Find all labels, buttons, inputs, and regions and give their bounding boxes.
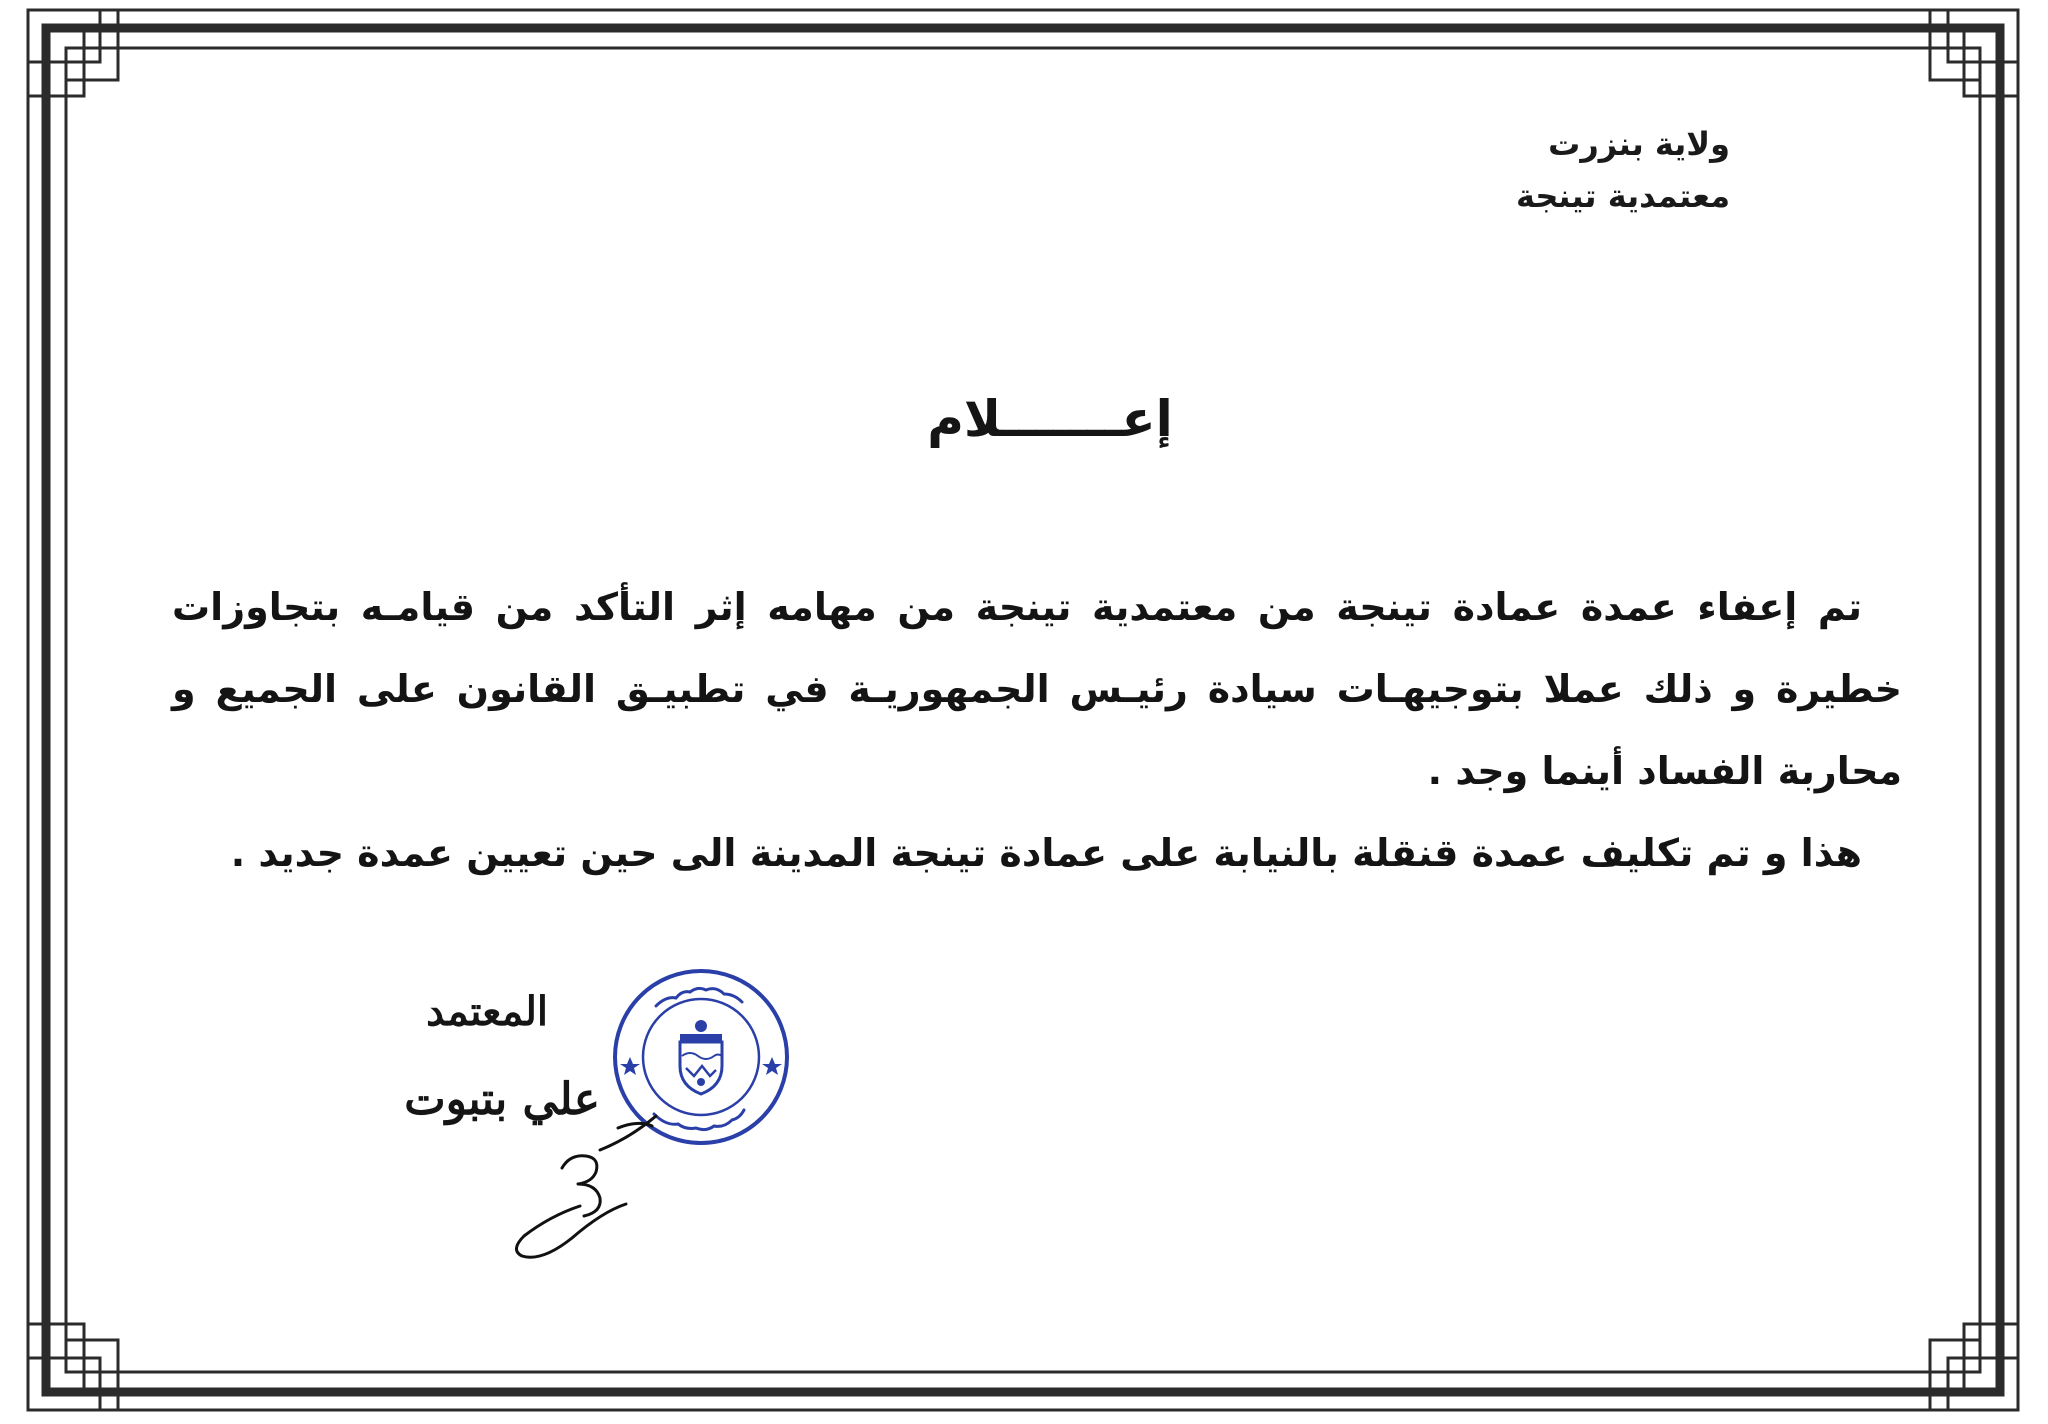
governorate-label: ولاية بنزرت bbox=[1548, 125, 1730, 163]
announcement-paragraph-1: تم إعفاء عمدة عمادة تينجة من معتمدية تينجة من مهامه إثر التأكد من قيامـه بتجاوزات خطيرة و ذلك عملا بتوجيهـات سيادة رئيـس الجمهوريـة في تطبيـق القانون على الجميع و محاربة الفساد أينما وجد . bbox=[172, 585, 1902, 793]
signer-title: المعتمد bbox=[426, 988, 548, 1035]
signer-name: علي بتبوت bbox=[404, 1074, 600, 1125]
announcement-paragraph-2: هذا و تم تكليف عمدة قنقلة بالنيابة على عمادة تينجة المدينة الى حين تعيين عمدة جديد . bbox=[230, 831, 1862, 875]
delegation-label: معتمدية تينجة bbox=[1515, 177, 1730, 215]
handwritten-signature bbox=[500, 1110, 690, 1280]
document-title: إعـــــــلام bbox=[927, 390, 1173, 448]
announcement-body bbox=[172, 566, 1902, 894]
header-block bbox=[1516, 118, 1730, 222]
